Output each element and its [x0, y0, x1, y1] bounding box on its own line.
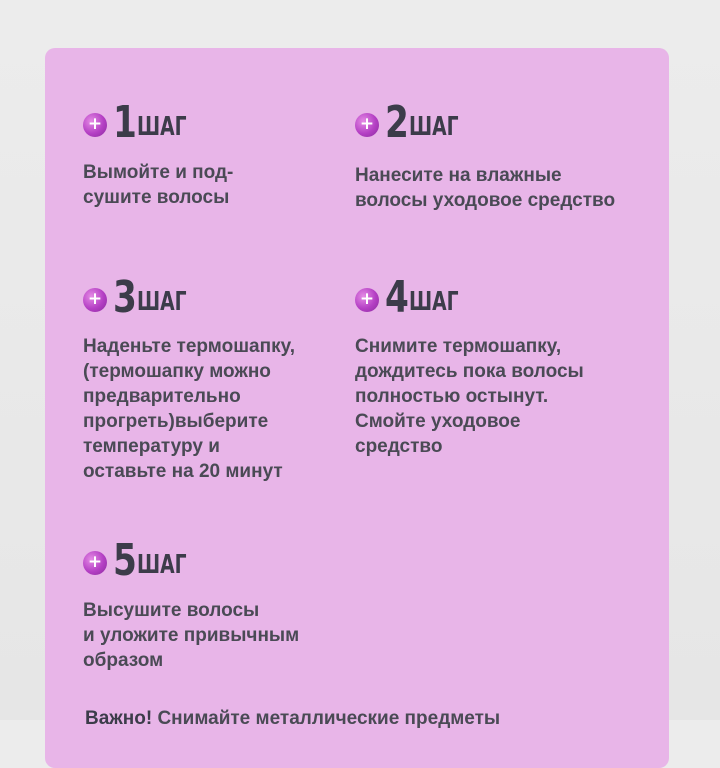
step-number: 5	[113, 535, 136, 586]
step-5	[83, 536, 299, 673]
plus-circle-icon: +	[355, 113, 379, 137]
step-description: Наденьте термошапку, (термошапку можно предварительно прогреть)выберите температуру и оставьте на 20 минут	[83, 336, 295, 482]
step-word: ШАГ	[409, 287, 459, 317]
step-number: 3	[113, 272, 136, 323]
step-2	[355, 98, 615, 213]
plus-circle-icon: +	[83, 113, 107, 137]
step-description: Снимите термошапку, дождитесь пока волосы полностью остынут. Смойте уходовое средство	[355, 336, 584, 457]
step-heading	[83, 536, 299, 586]
step-description: Нанесите на влажные волосы уходовое средство	[355, 165, 616, 211]
step-number: 1	[113, 97, 136, 148]
step-word: ШАГ	[137, 550, 187, 580]
step-word: ШАГ	[137, 112, 187, 142]
step-heading	[83, 98, 233, 148]
plus-circle-icon: +	[355, 288, 379, 312]
plus-circle-icon: +	[83, 288, 107, 312]
important-label: Важно!	[85, 708, 153, 729]
step-3	[83, 273, 295, 484]
important-note	[85, 708, 500, 730]
step-heading	[355, 98, 615, 148]
step-number: 2	[385, 97, 408, 148]
plus-circle-icon: +	[83, 551, 107, 575]
step-word: ШАГ	[137, 287, 187, 317]
step-number: 4	[385, 272, 408, 323]
step-word: ШАГ	[409, 112, 459, 142]
step-description: Высушите волосы и уложите привычным образом	[83, 600, 300, 671]
step-4	[355, 273, 584, 459]
instructions-card	[45, 48, 669, 768]
step-heading	[355, 273, 584, 323]
important-text: Снимайте металлические предметы	[152, 708, 501, 729]
step-heading	[83, 273, 295, 323]
step-1	[83, 98, 233, 210]
step-description: Вымойте и под- сушите волосы	[83, 162, 234, 208]
